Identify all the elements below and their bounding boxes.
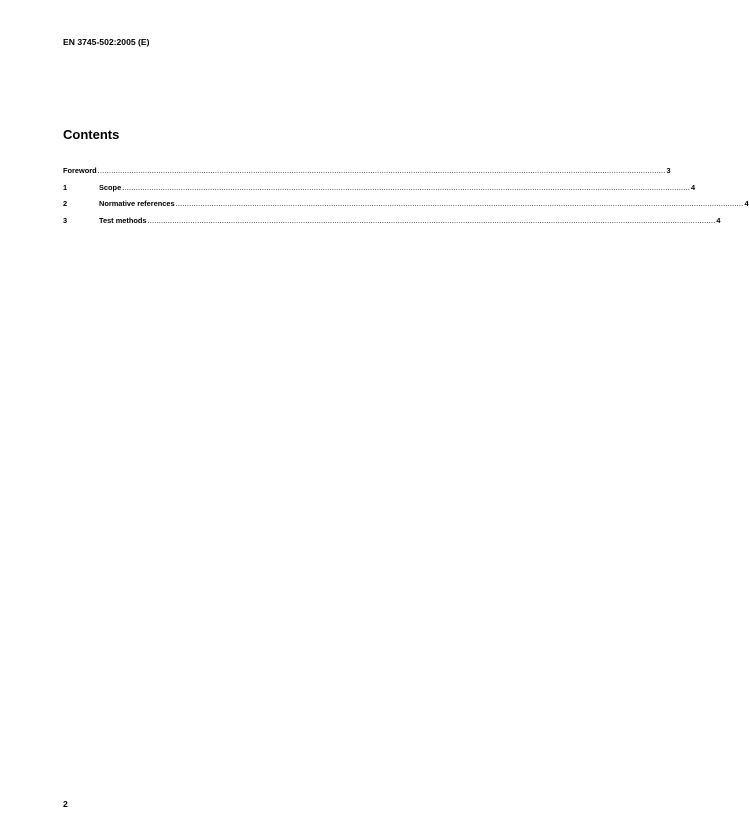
toc-entry-title: Test methods (99, 215, 147, 225)
toc-entry-page: 4 (744, 199, 749, 208)
page-number: 2 (63, 799, 68, 809)
toc-entry-number: 3 (63, 215, 68, 225)
toc-dot-leader: ............................................................................................................................................................................................................................................................ (122, 182, 691, 192)
toc-dot-leader: ............................................................................................................................................................................................................................................................ (97, 166, 666, 175)
document-header: EN 3745-502:2005 (E) (63, 37, 150, 47)
toc-entry-number: 1 (63, 182, 68, 192)
toc-entry-title: Scope (99, 182, 122, 192)
toc-dot-leader: ............................................................................................................................................................................................................................................................ (175, 199, 744, 208)
toc-entry-page: 4 (716, 215, 721, 225)
toc-entry-number: 2 (63, 199, 68, 208)
toc-entry-title: Normative references (99, 199, 175, 208)
toc-dot-leader: ............................................................................................................................................................................................................................................................ (147, 215, 716, 225)
toc-entry-foreword[interactable] (63, 166, 671, 176)
toc-entry-page: 3 (666, 166, 671, 175)
toc-entry-page: 4 (691, 182, 696, 192)
toc-entry-title: Foreword (63, 166, 97, 175)
toc-entry-normative-references[interactable] (63, 199, 749, 209)
toc-entry-test-methods[interactable] (63, 215, 721, 226)
toc-entry-scope[interactable] (63, 182, 696, 193)
table-of-contents (63, 166, 749, 232)
contents-heading: Contents (63, 127, 120, 142)
